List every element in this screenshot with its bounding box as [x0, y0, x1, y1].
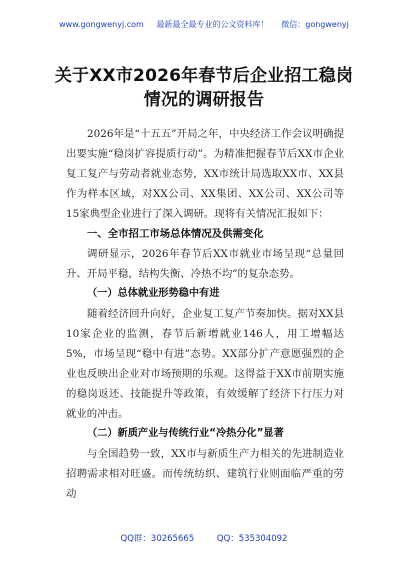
title-line-2: 情况的调研报告 — [143, 90, 265, 110]
subsection-2-heading: （二）新质产业与传统行业“冷热分化”显著 — [87, 428, 284, 439]
title-line-1: 关于XX市2026年春节后企业招工稳岗 — [54, 66, 354, 86]
document-title — [0, 64, 408, 112]
section-1-paragraph: 调研显示，2026年春节后XX市就业市场呈现“总量回升、开局平稳，结构失衡、冷热不均”的复杂态势。 — [66, 248, 344, 280]
intro-paragraph: 2026年是“十五五”开局之年，中央经济工作会议明确提出要实施“稳岗扩容提质行动”。为精准把握春节后XX市企业复工复产与劳动者就业态势，XX市统计局选取XX市、XX县作为样本区域，对XX公司、XX集团、XX公司、XX公司等15家典型企业进行了深入调研。现将有关情况汇报如下： — [66, 128, 344, 220]
page-footer — [0, 534, 408, 544]
footer-qq: QQ：535304092 — [216, 534, 288, 544]
page-header — [0, 20, 408, 30]
section-1-heading: 一、全市招工市场总体情况及供需变化 — [87, 228, 264, 240]
header-wechat: 微信：gongwenyj — [281, 20, 349, 29]
header-site: www.gongwenyj.com — [59, 20, 144, 29]
subsection-2-paragraph: 与全国趋势一致，XX市与新质生产力相关的先进制造业招聘需求相对旺盛。而传统纺织、建筑行业则面临严重的劳动 — [66, 448, 344, 500]
subsection-1-heading: （一）总体就业形势稳中有进 — [87, 288, 220, 299]
document-body — [66, 124, 344, 504]
header-slogan: 最新最全最专业的公文资料库！ — [156, 20, 269, 29]
subsection-1-paragraph: 随着经济回升向好，企业复工复产节奏加快。据对XX县10家企业的监测，春节后新增就业146人，用工增幅达5%，市场呈现“稳中有进”态势。XX部分扩产意愿强烈的企业也反映出企业对市场预期的乐观。这得益于XX市前期实施的稳岗返还、技能提升等政策，有效缓解了经济下行压力对就业的冲击。 — [66, 308, 344, 420]
footer-qq-group: QQ群：30265665 — [120, 534, 195, 544]
